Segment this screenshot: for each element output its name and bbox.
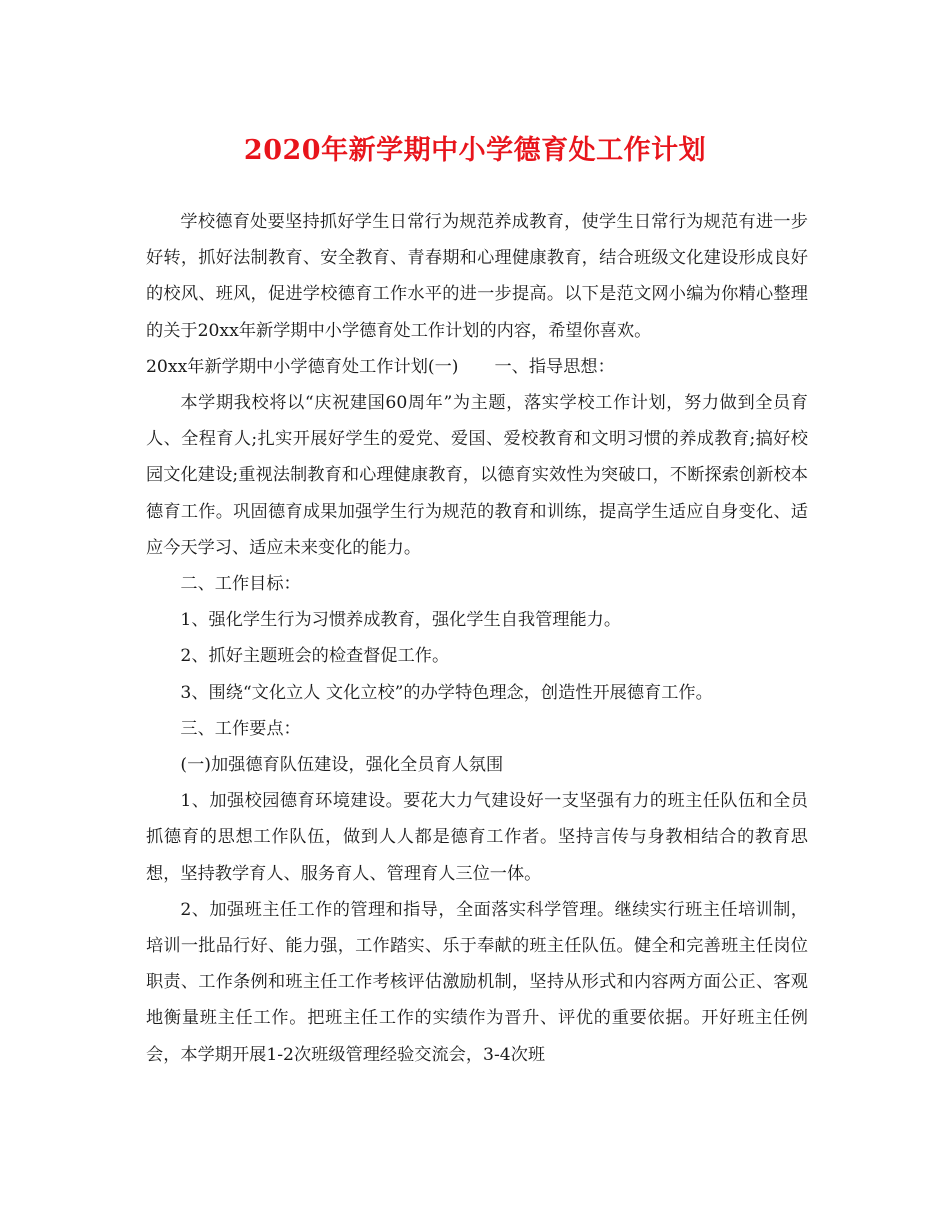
section-2-title: 二、工作目标： [180, 574, 301, 595]
plan-heading: 20xx年新学期中小学德育处工作计划(一) [146, 356, 459, 377]
section-1-paragraph: 本学期我校将以“庆祝建国60周年”为主题，落实学校工作计划，努力做到全员育人、全程育人;扎实开展好学生的爱党、爱国、爱校教育和文明习惯的养成教育;搞好校园文化建设;重视法制教育和心理健康教育，以德育实效性为突破口，不断探索创新校本德育工作。巩固德育成果加强学生行为规范的教育和训练，提高学生适应自身变化、适应今天学习、适应未来变化的能力。 [146, 393, 808, 558]
goal-item-3: 3、围绕“文化立人 文化立校”的办学特色理念，创造性开展德育工作。 [180, 682, 713, 703]
goal-item-2: 2、抓好主题班会的检查督促工作。 [180, 646, 450, 667]
document-body [146, 204, 808, 1073]
document-title: 2020年新学期中小学德育处工作计划 [243, 135, 707, 166]
point-1-paragraph: 1、加强校园德育环境建设。要花大力气建设好一支坚强有力的班主任队伍和全员抓德育的思想工作队伍，做到人人都是德育工作者。坚持言传与身教相结合的教育思想，坚持教学育人、服务育人、管理育人三位一体。 [146, 791, 808, 884]
point-2-paragraph: 2、加强班主任工作的管理和指导，全面落实科学管理。继续实行班主任培训制，培训一批品行好、能力强，工作踏实、乐于奉献的班主任队伍。健全和完善班主任岗位职责、工作条例和班主任工作考核评估激励机制，坚持从形式和内容两方面公正、客观地衡量班主任工作。把班主任工作的实绩作为晋升、评优的重要依据。开好班主任例会，本学期开展1-2次班级管理经验交流会，3-4次班 [146, 899, 808, 1065]
goal-item-1: 1、强化学生行为习惯养成教育，强化学生自我管理能力。 [180, 610, 622, 631]
section-3-title: 三、工作要点： [180, 718, 301, 739]
subsection-1-title: (一)加强德育队伍建设，强化全员育人氛围 [180, 755, 504, 776]
section-1-title: 一、指导思想： [494, 356, 615, 377]
intro-paragraph: 学校德育处要坚持抓好学生日常行为规范养成教育，使学生日常行为规范有进一步好转，抓好法制教育、安全教育、青春期和心理健康教育，结合班级文化建设形成良好的校风、班风，促进学校德育工作水平的进一步提高。以下是范文网小编为你精心整理的关于20xx年新学期中小学德育处工作计划的内容，希望你喜欢。 [146, 212, 808, 341]
plan-heading-line [146, 349, 808, 385]
